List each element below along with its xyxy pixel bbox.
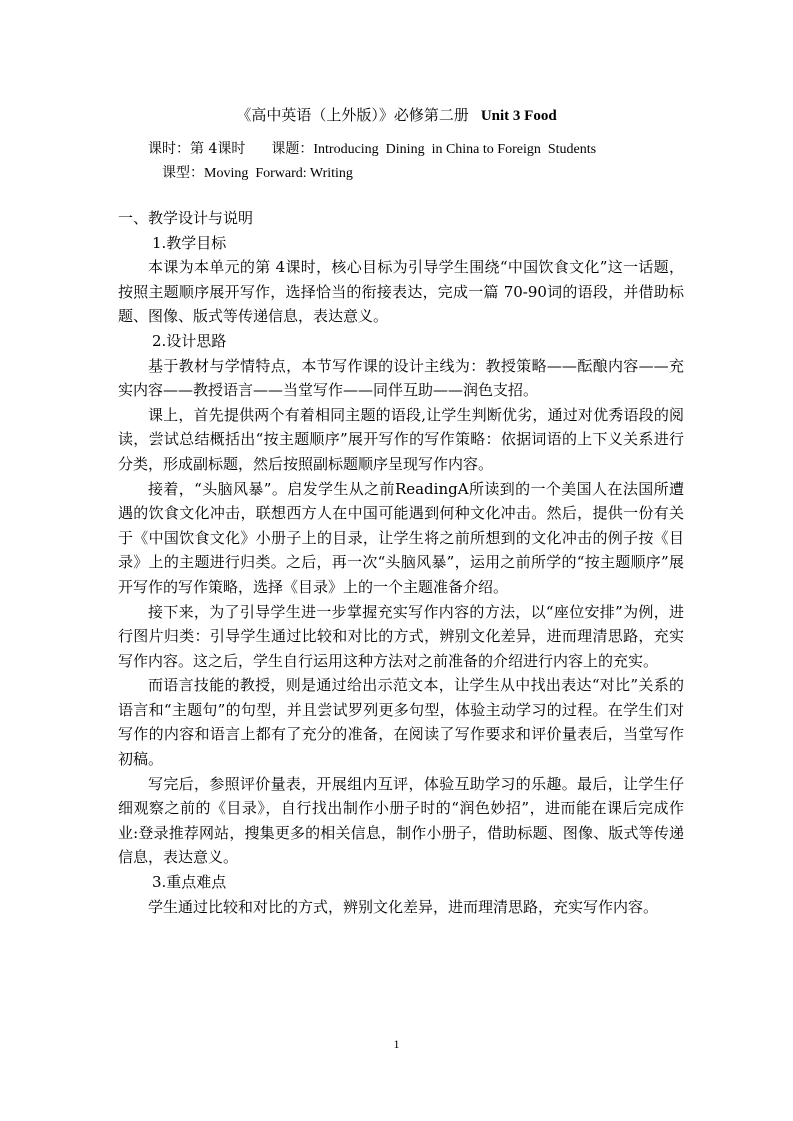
lesson-topic-label: 课题： [271, 141, 314, 157]
section-heading: 一、教学设计与说明 [118, 209, 254, 227]
paragraph-design-mainline: 基于教材与学情特点，本节写作课的设计主线为：教授策略——酝酿内容——充实内容——教授语言——当堂写作——同伴互助——润色支招。 [118, 356, 684, 400]
paragraph-keypoints: 学生通过比较和对比的方式，辨别文化差异，进而理清思路，充实写作内容。 [148, 897, 659, 916]
paragraph-design-review: 写完后，参照评价量表，开展组内互评，体验互助学习的乐趣。最后，让学生仔细观察之前的《目录》，自行找出制作小册子时的“润色妙招”，进而能在课后完成作业:登录推荐网站，搜集更多的相关信息，制作小册子，借助标题、图像、版式等传递信息，表达意义。 [118, 774, 684, 867]
document-body [118, 206, 684, 919]
subsection-heading-keypoints: 3.重点难点 [152, 873, 227, 892]
lesson-period: 课时：第 4课时 [148, 141, 246, 157]
paragraph-objectives: 本课为本单元的第 4课时，核心目标为引导学生围绕“中国饮食文化”这一话题，按照主题顺序展开写作，选择恰当的衔接表达，完成一篇 70-90词的语段，并借助标题、图像、版式等传递信息，表达意义。 [118, 258, 684, 326]
document-title [0, 104, 793, 127]
paragraph-design-strategy: 课上，首先提供两个有着相同主题的语段,让学生判断优劣，通过对优秀语段的阅读，尝试总结概括出“按主题顺序”展开写作的写作策略：依据词语的上下义关系进行分类，形成副标题，然后按照副标题顺序呈现写作内容。 [118, 405, 684, 473]
lesson-type-label: 课型： [162, 165, 204, 181]
title-chinese: 《高中英语（上外版）》必修第二册 [236, 106, 469, 124]
page-number: 1 [393, 1037, 400, 1051]
subsection-heading-objectives: 1.教学目标 [152, 233, 227, 252]
title-english: Unit 3 Food [480, 108, 557, 124]
lesson-type: Moving Forward: Writing [204, 166, 353, 181]
paragraph-design-content: 接下来，为了引导学生进一步掌握充实写作内容的方法，以“座位安排”为例，进行图片归类：引导学生通过比较和对比的方式，辨别文化差异，进而理清思路，充实写作内容。这之后，学生自行运用这种方法对之前准备的介绍进行内容上的充实。 [118, 602, 684, 670]
paragraph-design-brainstorm: 接着，“头脑风暴”。启发学生从之前ReadingA所读到的一个美国人在法国所遭遇的饮食文化冲击，联想西方人在中国可能遇到何种文化冲击。然后，提供一份有关于《中国饮食文化》小册子上的目录，让学生将之前所想到的文化冲击的例子按《目录》上的主题进行归类。之后，再一次“头脑风暴”，运用之前所学的“按主题顺序”展开写作的写作策略，选择《目录》上的一个主题准备介绍。 [118, 479, 684, 596]
paragraph-design-language: 而语言技能的教授，则是通过给出示范文本，让学生从中找出表达“对比”关系的语言和“主题句”的句型，并且尝试罗列更多句型，体验主动学习的过程。在学生们对写作的内容和语言上都有了充分的准备，在阅读了写作要求和评价量表后，当堂写作初稿。 [118, 676, 684, 769]
lesson-topic: Introducing Dining in China to Foreign Students [313, 142, 597, 157]
lesson-meta-line [148, 139, 596, 160]
lesson-type-line [162, 163, 353, 184]
subsection-heading-design: 2.设计思路 [152, 331, 227, 350]
